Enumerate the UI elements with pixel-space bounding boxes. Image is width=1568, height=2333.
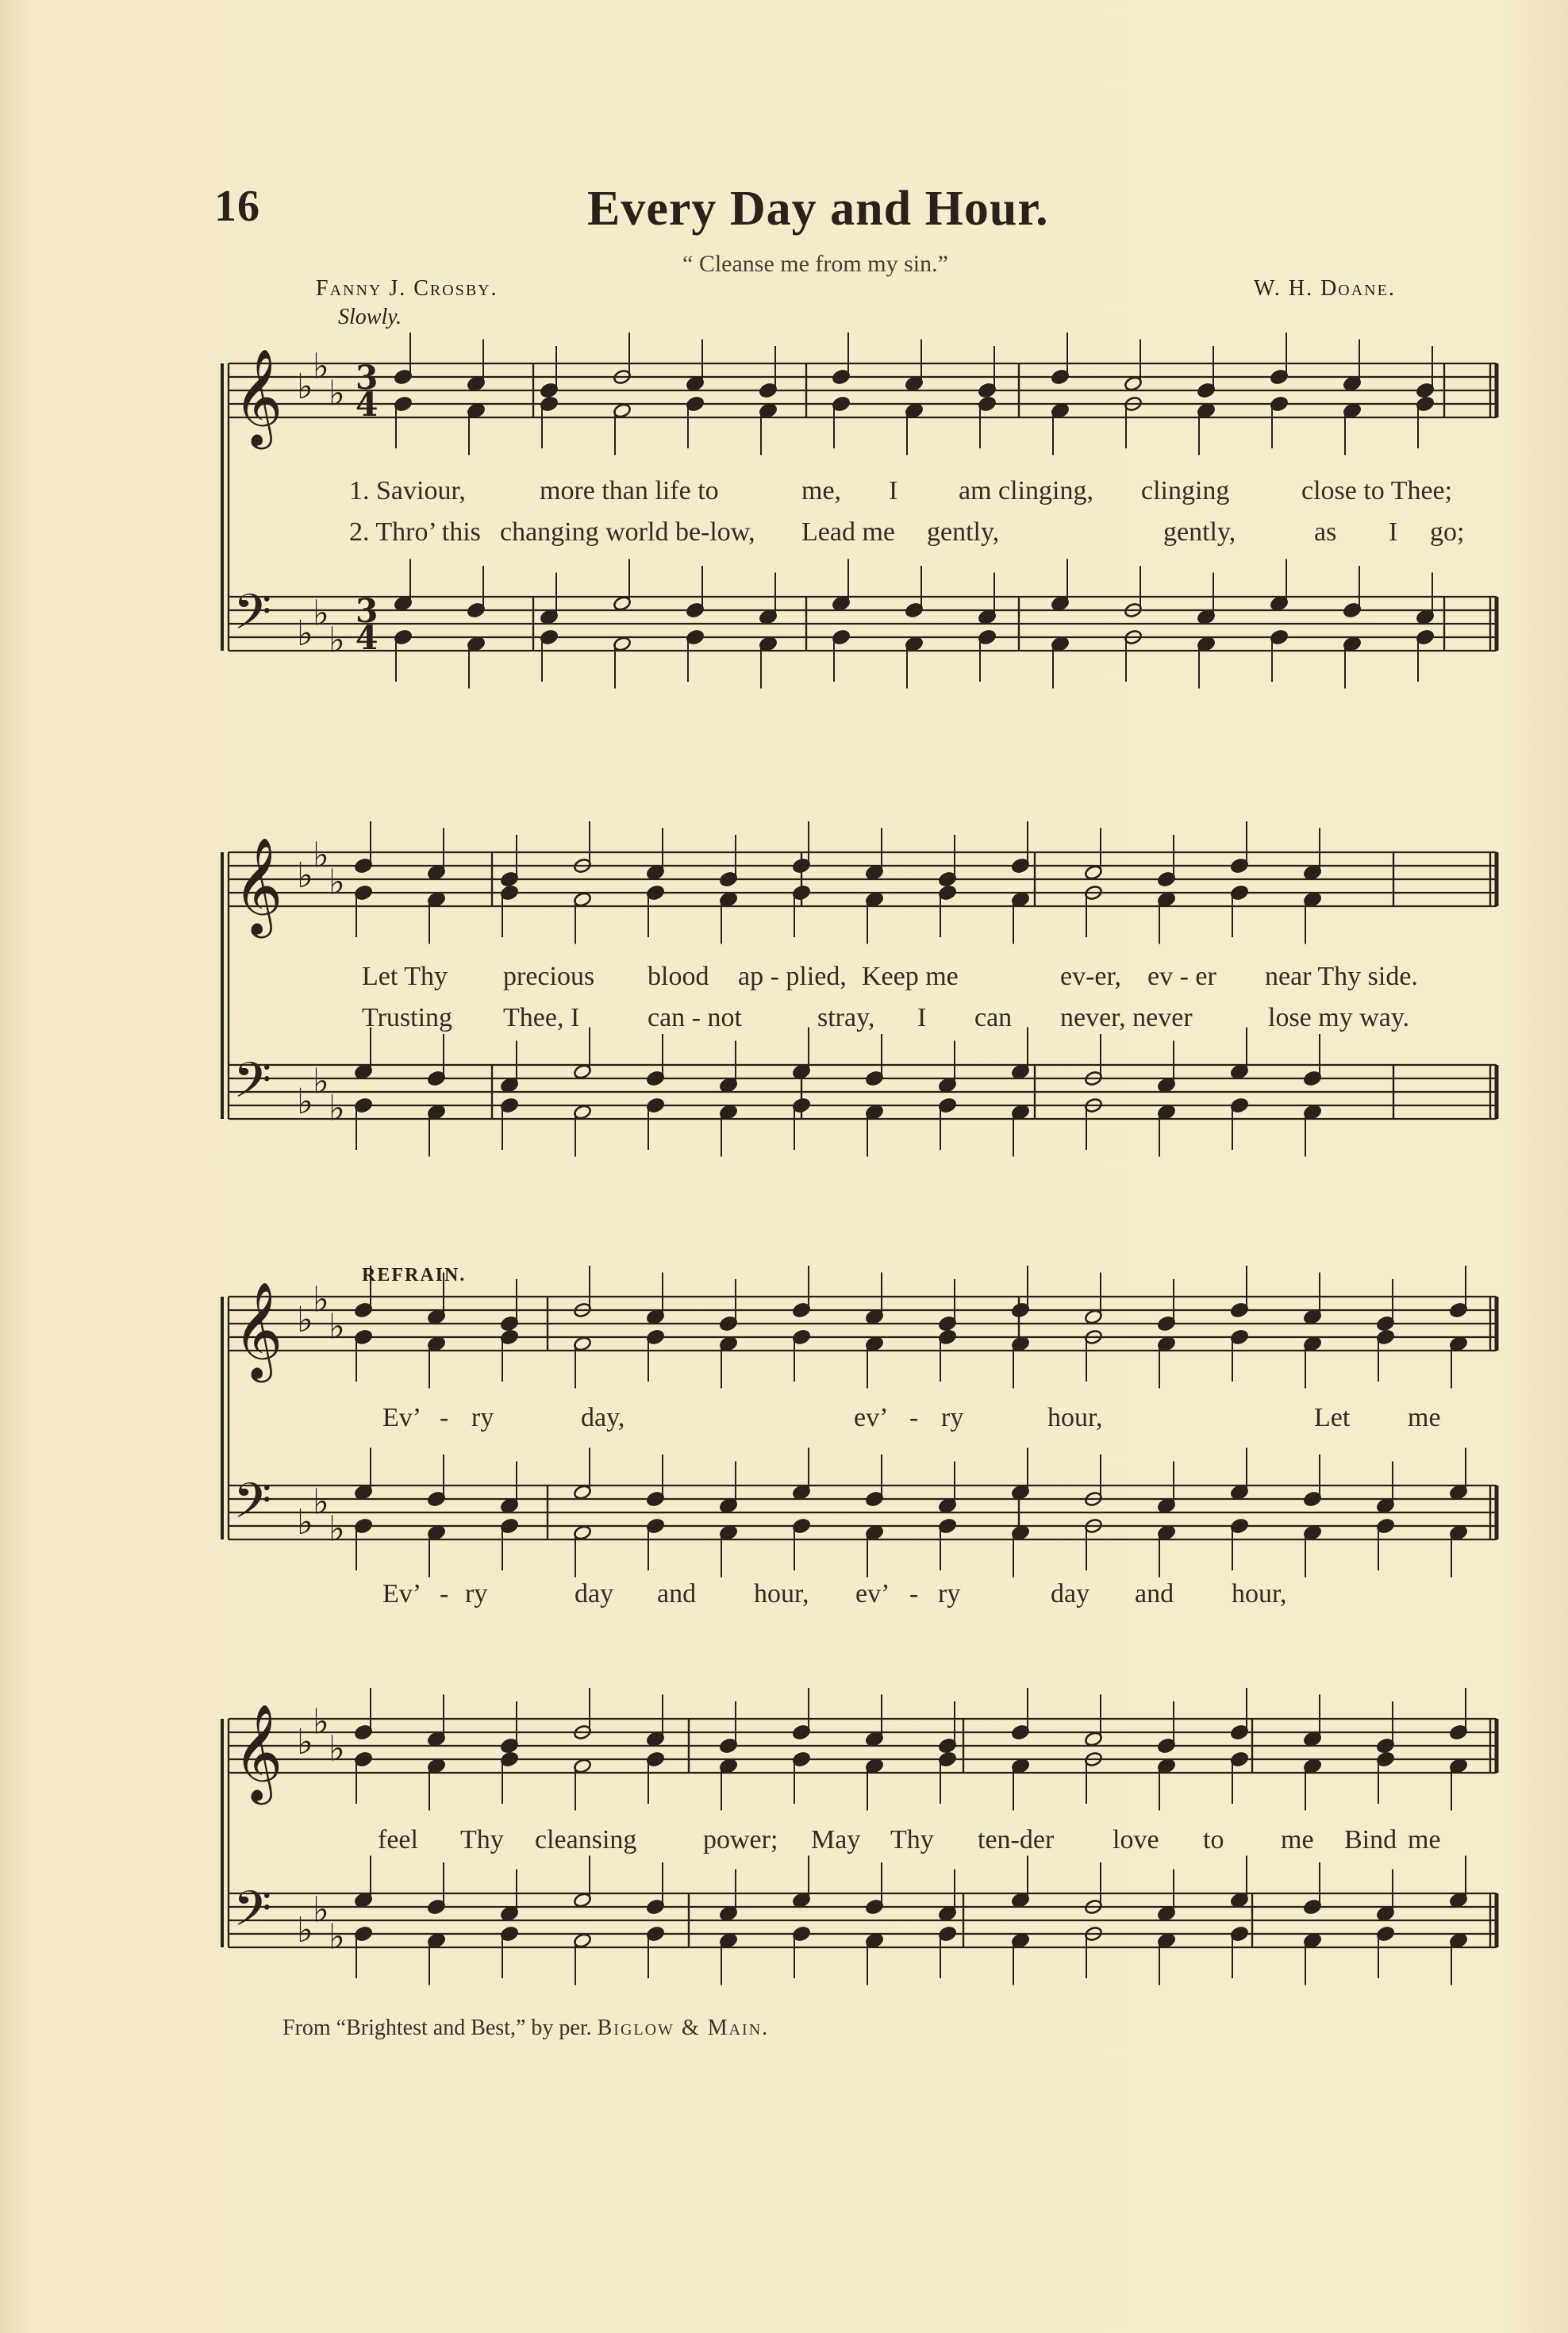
lyric-word: hour, <box>754 1579 809 1609</box>
lyric-word: me <box>1281 1825 1314 1854</box>
key-signature-flat: ♭ <box>329 373 345 414</box>
key-signature-flat: ♭ <box>313 1279 329 1320</box>
lyric-word: close to Thee; <box>1301 476 1453 505</box>
lyric-word: - <box>909 1579 919 1609</box>
lyric-word: - <box>440 1579 449 1609</box>
lyric-word: Keep me <box>862 962 959 991</box>
lyric-word: Lead me <box>801 517 895 547</box>
lyric-word: hour, <box>1047 1403 1103 1432</box>
key-signature-flat: ♭ <box>329 1306 345 1347</box>
lyric-word: Ev’ <box>382 1579 422 1609</box>
key-signature-flat: ♭ <box>329 1728 345 1770</box>
key-signature-flat: ♭ <box>297 855 313 896</box>
treble-clef: 𝄞 <box>233 348 283 445</box>
lyric-word: - <box>909 1403 919 1432</box>
lyric-word: love <box>1113 1825 1159 1854</box>
key-signature-flat: ♭ <box>329 1509 345 1550</box>
lyric-word: to <box>1203 1825 1224 1854</box>
key-signature-flat: ♭ <box>329 620 345 661</box>
lyric-word: I <box>889 476 898 505</box>
lyric-word: precious <box>503 962 595 991</box>
lyric-word: never, never <box>1060 1003 1193 1032</box>
key-signature-flat: ♭ <box>297 367 313 407</box>
time-signature-bottom: 4 <box>355 619 379 657</box>
time-signature-top: 3 <box>355 592 379 630</box>
composer-credit: W. H. Doane. <box>1254 276 1396 301</box>
lyric-word: Let Thy <box>362 962 448 991</box>
lyric-word: ev’ <box>855 1579 890 1609</box>
time-signature-bottom: 4 <box>355 386 379 424</box>
refrain-label: REFRAIN. <box>362 1265 467 1286</box>
lyric-word: am clinging, <box>959 476 1093 505</box>
key-signature-flat: ♭ <box>297 613 313 654</box>
lyric-word: cleansing <box>535 1825 637 1854</box>
lyric-word: May <box>811 1825 861 1854</box>
lyric-word: me <box>1408 1403 1441 1432</box>
lyric-word: Let <box>1314 1403 1351 1432</box>
hymn-title: Every Day and Hour. <box>587 182 1049 236</box>
time-signature-top: 3 <box>355 359 379 397</box>
lyric-word: Thy <box>890 1825 934 1854</box>
lyric-word: and <box>1135 1579 1174 1609</box>
key-signature-flat: ♭ <box>313 593 329 634</box>
lyric-word: day <box>575 1579 614 1609</box>
key-signature-flat: ♭ <box>313 1889 329 1931</box>
key-signature-flat: ♭ <box>297 1722 313 1762</box>
lyric-word: 1. Saviour, <box>349 476 466 505</box>
lyric-word: Bind <box>1344 1825 1397 1854</box>
lyric-word: I <box>1389 517 1398 547</box>
source-credit-prefix: From “Brightest and Best,” by per. <box>282 2016 592 2040</box>
lyric-word: day, <box>581 1403 625 1432</box>
lyric-word: Trusting <box>362 1003 453 1032</box>
lyric-word: ten-der <box>978 1825 1055 1854</box>
bass-clef: 𝄢 <box>233 1051 272 1121</box>
lyric-word: can <box>974 1003 1013 1032</box>
hymn-subtitle: “ Cleanse me from my sin.” <box>682 251 948 277</box>
lyric-word: ry <box>471 1403 494 1432</box>
lyric-word: go; <box>1430 517 1465 547</box>
page-number: 16 <box>214 182 260 231</box>
source-credit-publisher: Biglow & Main. <box>597 2016 770 2040</box>
lyricist-credit: Fanny J. Crosby. <box>316 276 498 301</box>
bass-clef: 𝄢 <box>233 583 272 653</box>
key-signature-flat: ♭ <box>329 1916 345 1958</box>
lyric-word: ev-er, <box>1060 962 1121 991</box>
key-signature-flat: ♭ <box>313 1701 329 1743</box>
key-signature-flat: ♭ <box>313 835 329 876</box>
lyric-word: Thy <box>460 1825 504 1854</box>
lyric-word: me <box>1408 1825 1441 1854</box>
lyric-word: ev - er <box>1147 962 1216 991</box>
key-signature-flat: ♭ <box>297 1300 313 1340</box>
lyric-word: ry <box>465 1579 488 1609</box>
lyric-word: can - not <box>648 1003 742 1032</box>
lyric-word: day <box>1051 1579 1090 1609</box>
lyric-word: ap - plied, <box>738 962 847 991</box>
lyric-word: lose my way. <box>1268 1003 1410 1032</box>
key-signature-flat: ♭ <box>313 1061 329 1102</box>
treble-clef: 𝄞 <box>233 1281 283 1378</box>
key-signature-flat: ♭ <box>313 346 329 387</box>
lyric-word: as <box>1314 517 1337 547</box>
lyric-word: 2. Thro’ this <box>349 517 481 547</box>
lyric-word: near Thy side. <box>1265 962 1418 991</box>
lyric-word: power; <box>703 1825 778 1854</box>
key-signature-flat: ♭ <box>297 1502 313 1543</box>
bass-clef: 𝄢 <box>233 1880 272 1950</box>
lyric-word: stray, <box>817 1003 875 1032</box>
lyric-word: and <box>657 1579 697 1609</box>
lyric-word: ev’ <box>854 1403 889 1432</box>
treble-clef: 𝄞 <box>233 836 283 934</box>
lyric-word: feel <box>378 1825 418 1854</box>
source-credit <box>282 2016 769 2041</box>
key-signature-flat: ♭ <box>297 1910 313 1951</box>
lyric-word: blood <box>648 962 709 991</box>
treble-clef: 𝄞 <box>233 1703 283 1801</box>
bass-clef: 𝄢 <box>233 1472 272 1542</box>
lyric-word: - <box>440 1403 449 1432</box>
lyric-word: me, <box>801 476 842 505</box>
lyric-word: changing world be-low, <box>500 517 755 547</box>
lyric-word: gently, <box>927 517 1000 547</box>
lyric-word: I <box>917 1003 927 1032</box>
lyric-word: ry <box>938 1579 961 1609</box>
tempo-marking: Slowly. <box>338 305 402 329</box>
lyric-word: ry <box>941 1403 964 1432</box>
lyric-word: Ev’ <box>382 1403 422 1432</box>
key-signature-flat: ♭ <box>329 1088 345 1129</box>
lyric-word: more than life to <box>540 476 719 505</box>
lyric-word: clinging <box>1141 476 1230 505</box>
key-signature-flat: ♭ <box>329 862 345 903</box>
lyric-word: gently, <box>1163 517 1236 547</box>
key-signature-flat: ♭ <box>313 1482 329 1523</box>
lyric-word: Thee, I <box>503 1003 580 1032</box>
lyric-word: hour, <box>1232 1579 1287 1609</box>
key-signature-flat: ♭ <box>297 1082 313 1122</box>
